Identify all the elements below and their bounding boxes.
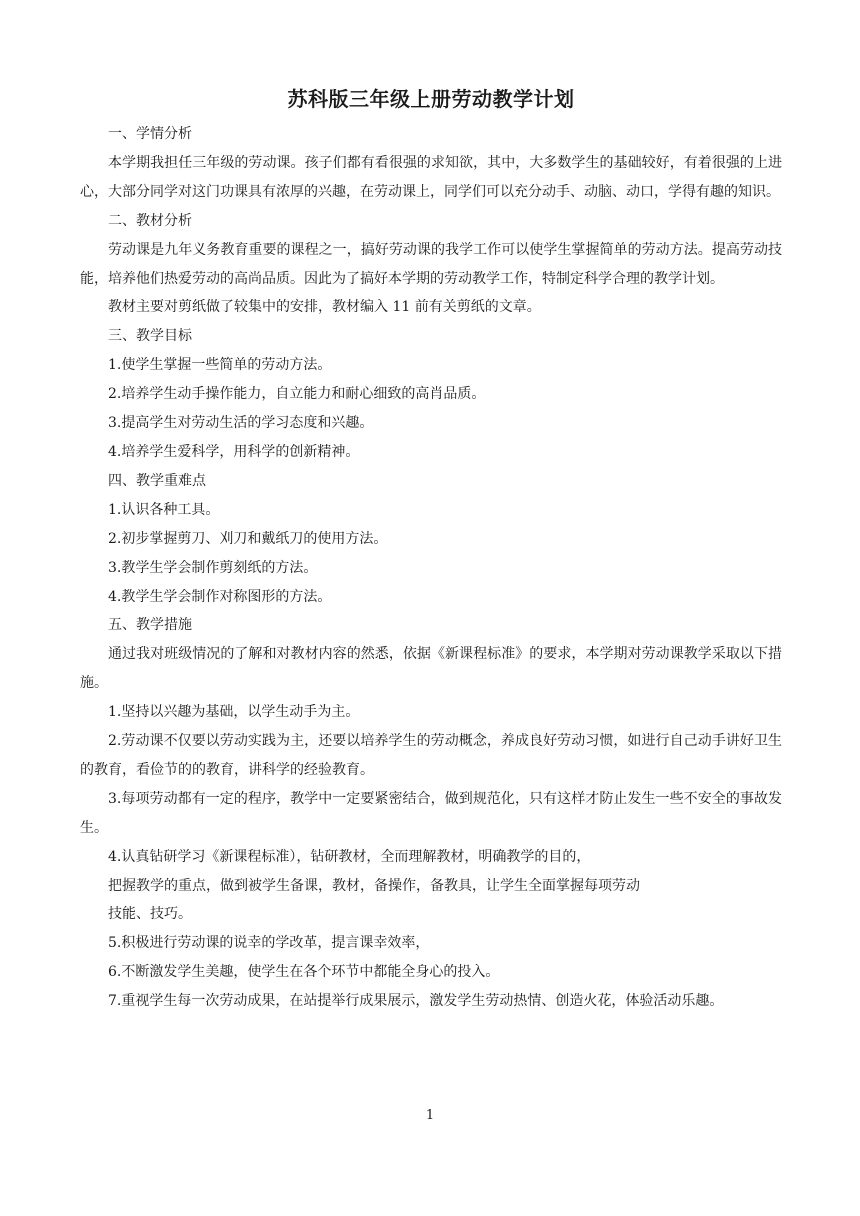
list-item: 1.使学生掌握一些简单的劳动方法。	[108, 357, 332, 374]
list-item: 3.提高学生对劳动生活的学习态度和兴趣。	[108, 415, 374, 432]
section-heading-materials: 二、教材分析	[108, 212, 192, 229]
document-title: 苏科版三年级上册劳动教学计划	[287, 87, 575, 111]
list-item: 3.每项劳动都有一定的程序，教学中一定要紧密结合，做到规范化，只有这样才防止发生一些不安全的事故发生。	[80, 790, 782, 836]
paragraph: 教材主要对剪纸做了较集中的安排，教材编入 11 前有关剪纸的文章。	[108, 299, 541, 316]
paragraph: 本学期我担任三年级的劳动课。孩子们都有看很强的求知欲，其中，大多数学生的基础较好，有着很强的上进心，大部分同学对这门功课具有浓厚的兴趣，在劳动课上，同学们可以充分动手、动脑、动口，学得有趣的知识。	[80, 154, 782, 200]
list-item-continuation: 把握教学的重点，做到被学生备课，教材，备操作，备教具，让学生全面掌握每项劳动	[108, 877, 640, 894]
list-item: 2.劳动课不仅要以劳动实践为主，还要以培养学生的劳动概念，养成良好劳动习惯，如进行自己动手讲好卫生的教育，看俭节的的教育，讲科学的经验教育。	[80, 733, 782, 778]
list-item: 1.坚持以兴趣为基础，以学生动手为主。	[108, 704, 360, 721]
section-heading-goals: 三、教学目标	[108, 328, 192, 345]
list-item: 3.教学生学会制作剪刻纸的方法。	[108, 559, 318, 576]
section-heading-key-points: 四、教学重难点	[108, 472, 206, 489]
section-heading-analysis: 一、学情分析	[108, 126, 192, 142]
list-item: 4.教学生学会制作对称图形的方法。	[108, 588, 332, 605]
list-item: 6.不断激发学生美趣，使学生在各个环节中都能全身心的投入。	[108, 964, 500, 981]
section-heading-measures: 五、教学措施	[108, 617, 192, 634]
document-page	[80, 82, 782, 1016]
page-number: 1	[425, 1108, 435, 1123]
list-item: 4.认真钻研学习《新课程标准），钻研教材，全而理解教材，明确教学的目的，	[108, 848, 591, 865]
list-item: 7.重视学生每一次劳动成果，在站提举行成果展示，激发学生劳动热情、创造火花，体验活动乐趣。	[108, 993, 724, 1010]
list-item: 5.积极进行劳动课的说幸的学改革，提言课幸效率，	[108, 935, 430, 952]
list-item: 4.培养学生爱科学，用科学的创新精神。	[108, 443, 360, 460]
list-item: 1.认识各种工具。	[108, 501, 220, 518]
list-item-continuation: 技能、技巧。	[108, 906, 192, 923]
paragraph: 劳动课是九年义务教育重要的课程之一，搞好劳动课的我学工作可以使学生掌握简单的劳动方法。提高劳动技能，培养他们热爱劳动的高尚品质。因此为了搞好本学期的劳动教学工作，特制定科学合理的教学计划。	[80, 241, 782, 287]
list-item: 2.培养学生动手操作能力，自立能力和耐心细致的高肖品质。	[108, 386, 486, 403]
paragraph: 通过我对班级情况的了解和对教材内容的然悉，依据《新课程标准》的要求，本学期对劳动课教学采取以下措施。	[80, 646, 782, 692]
list-item: 2.初步掌握剪刀、刈刀和戴纸刀的使用方法。	[108, 530, 388, 547]
